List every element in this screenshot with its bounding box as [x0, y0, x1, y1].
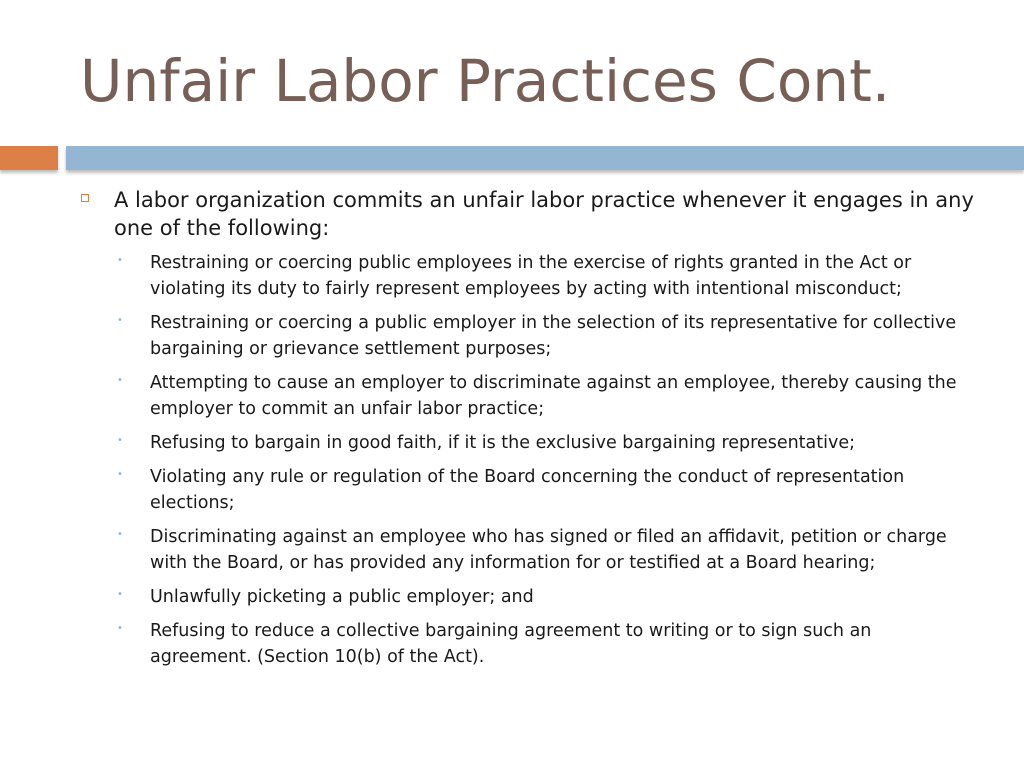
- dot-bullet-icon: •: [117, 529, 123, 540]
- square-bullet-icon: [81, 194, 89, 202]
- dot-bullet-icon: •: [117, 589, 123, 600]
- list-item: [78, 618, 978, 670]
- title-accent-bar-orange: [0, 146, 58, 170]
- dot-bullet-icon: •: [117, 375, 123, 386]
- list-item-text: Restraining or coercing a public employer in the selection of its representative for collective bargaining or grievance settlement purposes;: [150, 313, 957, 359]
- list-item: [78, 524, 978, 576]
- dot-bullet-icon: •: [117, 255, 123, 266]
- dot-bullet-icon: •: [117, 623, 123, 634]
- dot-bullet-icon: •: [117, 469, 123, 480]
- practices-list: [78, 250, 978, 670]
- list-item-text: Refusing to reduce a collective bargaining agreement to writing or to sign such an agreement. (Section 10(b) of the Act).: [150, 621, 872, 667]
- list-item: [78, 430, 978, 456]
- title-accent-bar-blue: [66, 146, 1024, 170]
- list-item: [78, 370, 978, 422]
- list-item-text: Discriminating against an employee who has signed or filed an affidavit, petition or charge with the Board, or has provided any information for or testified at a Board hearing;: [150, 527, 947, 573]
- list-item: [78, 250, 978, 302]
- dot-bullet-icon: •: [117, 435, 123, 446]
- dot-bullet-icon: •: [117, 315, 123, 326]
- list-item: [78, 584, 978, 610]
- intro-text: A labor organization commits an unfair labor practice whenever it engages in any one of the following:: [114, 188, 974, 240]
- intro-paragraph: [78, 186, 978, 242]
- list-item-text: Attempting to cause an employer to discriminate against an employee, thereby causing the employer to commit an unfair labor practice;: [150, 373, 957, 419]
- list-item-text: Restraining or coercing public employees in the exercise of rights granted in the Act or violating its duty to fairly represent employees by acting with intentional misconduct;: [150, 253, 912, 299]
- list-item: [78, 464, 978, 516]
- list-item-text: Refusing to bargain in good faith, if it is the exclusive bargaining representative;: [150, 433, 856, 453]
- slide-body: [78, 186, 978, 678]
- list-item-text: Unlawfully picketing a public employer; and: [150, 587, 534, 607]
- slide-title: Unfair Labor Practices Cont.: [80, 47, 891, 115]
- list-item: [78, 310, 978, 362]
- list-item-text: Violating any rule or regulation of the Board concerning the conduct of representation elections;: [150, 467, 905, 513]
